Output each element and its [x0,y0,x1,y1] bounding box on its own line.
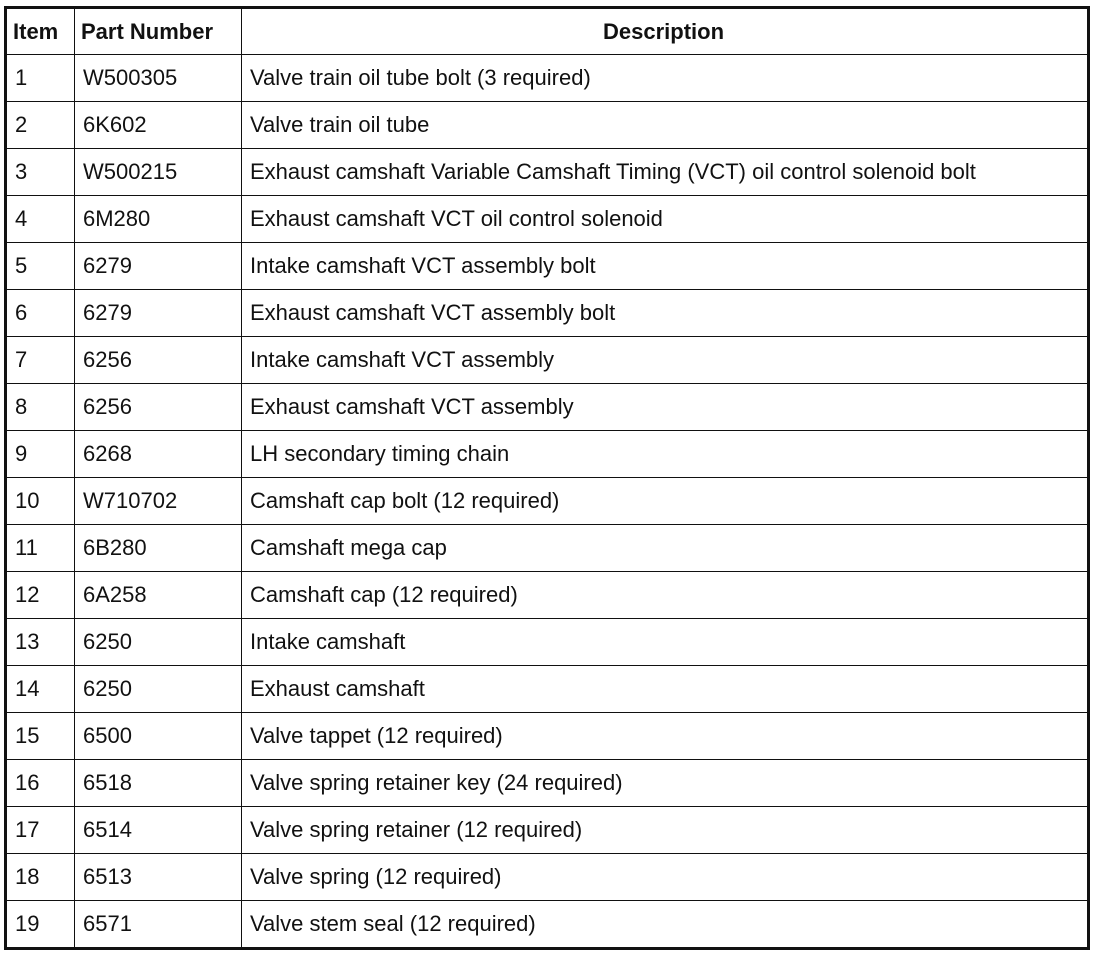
description-cell: Exhaust camshaft Variable Camshaft Timing (VCT) oil control solenoid bolt [242,149,1089,196]
item-cell: 4 [6,196,75,243]
table-body [6,55,1089,949]
parts-table [4,6,1090,950]
description-cell: Valve spring retainer key (24 required) [242,760,1089,807]
table-row [6,102,1089,149]
item-cell: 18 [6,854,75,901]
part-number-cell: W500215 [75,149,242,196]
description-cell: Exhaust camshaft VCT oil control solenoid [242,196,1089,243]
table-row [6,901,1089,949]
item-cell: 6 [6,290,75,337]
part-number-cell: 6A258 [75,572,242,619]
table-row [6,55,1089,102]
description-cell: Valve stem seal (12 required) [242,901,1089,949]
description-cell: Intake camshaft VCT assembly bolt [242,243,1089,290]
item-cell: 11 [6,525,75,572]
item-cell: 3 [6,149,75,196]
part-number-cell: 6279 [75,243,242,290]
header-item: Item [6,8,75,55]
item-cell: 9 [6,431,75,478]
description-cell: Camshaft cap bolt (12 required) [242,478,1089,525]
table-row [6,196,1089,243]
part-number-cell: 6256 [75,384,242,431]
table-row [6,478,1089,525]
description-cell: Valve train oil tube bolt (3 required) [242,55,1089,102]
table-row [6,854,1089,901]
header-part-number: Part Number [75,8,242,55]
part-number-cell: 6K602 [75,102,242,149]
item-cell: 5 [6,243,75,290]
table-row [6,243,1089,290]
item-cell: 17 [6,807,75,854]
description-cell: LH secondary timing chain [242,431,1089,478]
description-cell: Exhaust camshaft VCT assembly bolt [242,290,1089,337]
description-cell: Valve train oil tube [242,102,1089,149]
item-cell: 2 [6,102,75,149]
description-cell: Camshaft cap (12 required) [242,572,1089,619]
part-number-cell: 6513 [75,854,242,901]
description-cell: Exhaust camshaft [242,666,1089,713]
part-number-cell: 6268 [75,431,242,478]
part-number-cell: 6256 [75,337,242,384]
part-number-cell: 6B280 [75,525,242,572]
part-number-cell: 6M280 [75,196,242,243]
part-number-cell: W500305 [75,55,242,102]
part-number-cell: 6571 [75,901,242,949]
part-number-cell: 6514 [75,807,242,854]
item-cell: 13 [6,619,75,666]
header-description: Description [242,8,1089,55]
description-cell: Intake camshaft [242,619,1089,666]
part-number-cell: W710702 [75,478,242,525]
part-number-cell: 6500 [75,713,242,760]
description-cell: Valve spring (12 required) [242,854,1089,901]
description-cell: Camshaft mega cap [242,525,1089,572]
header-row [6,8,1089,55]
part-number-cell: 6279 [75,290,242,337]
part-number-cell: 6250 [75,666,242,713]
part-number-cell: 6518 [75,760,242,807]
item-cell: 1 [6,55,75,102]
table-row [6,290,1089,337]
table-row [6,149,1089,196]
description-cell: Valve spring retainer (12 required) [242,807,1089,854]
item-cell: 7 [6,337,75,384]
item-cell: 12 [6,572,75,619]
table-row [6,337,1089,384]
item-cell: 10 [6,478,75,525]
table-row [6,619,1089,666]
table-row [6,666,1089,713]
part-number-cell: 6250 [75,619,242,666]
table-row [6,431,1089,478]
item-cell: 15 [6,713,75,760]
table-row [6,713,1089,760]
item-cell: 19 [6,901,75,949]
description-cell: Exhaust camshaft VCT assembly [242,384,1089,431]
table-row [6,525,1089,572]
item-cell: 8 [6,384,75,431]
table-row [6,760,1089,807]
table-row [6,807,1089,854]
table-row [6,384,1089,431]
table-row [6,572,1089,619]
description-cell: Intake camshaft VCT assembly [242,337,1089,384]
item-cell: 16 [6,760,75,807]
item-cell: 14 [6,666,75,713]
description-cell: Valve tappet (12 required) [242,713,1089,760]
